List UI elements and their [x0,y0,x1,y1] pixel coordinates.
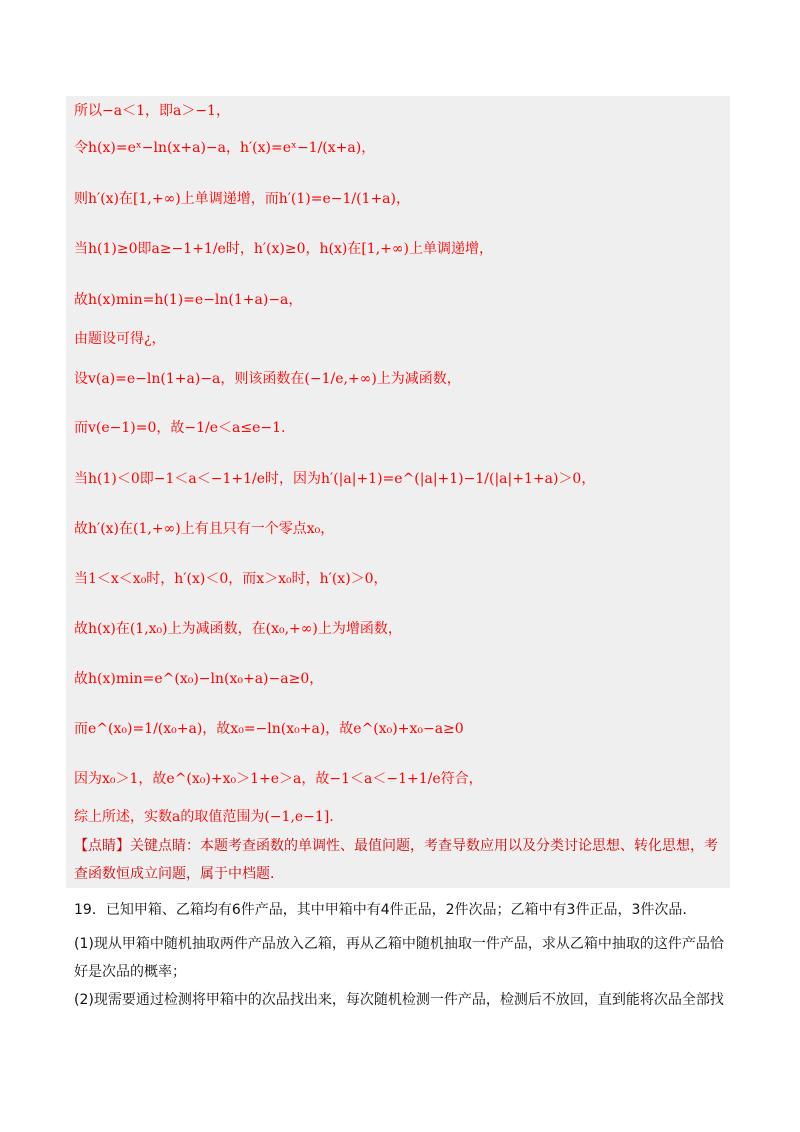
solution-line-6: 由题设可得¿， [74,331,166,347]
solution-line-3: 则h′(x)在[1,+∞)上单调递增，而h′(1)=e−1/(1+a)， [74,191,410,207]
solution-line-1: 所以−a＜1，即a＞−1， [74,103,230,119]
problem-part-2: (2)现需要通过检测将甲箱中的次品找出来，每次随机检测一件产品，检测后不放回，直到能将次品全部找 [74,992,724,1008]
solution-line-16: 综上所述，实数a的取值范围为(−1,e−1]. [74,809,334,825]
solution-line-12: 故h(x)在(1,x₀)上为减函数，在(x₀,+∞)上为增函数， [74,621,402,637]
solution-line-8: 而v(e−1)=0，故−1/e＜a≤e−1. [74,420,286,436]
solution-line-15: 因为x₀＞1，故e^(x₀)+x₀＞1+e＞a，故−1＜a＜−1+1/e符合， [74,771,483,787]
solution-line-11: 当1＜x＜x₀时，h′(x)＜0，而x＞x₀时，h′(x)＞0， [74,571,388,587]
solution-line-10: 故h′(x)在(1,+∞)上有且只有一个零点x₀， [74,521,335,537]
key-point-comment: 【点睛】关键点睛：本题考查函数的单调性、最值问题，考查导数应用以及分类讨论思想、转化思想，考查函数恒成立问题，属于中档题. [74,838,718,882]
solution-line-5: 故h(x)min=h(1)=e−ln(1+a)−a， [74,292,303,308]
solution-line-4: 当h(1)≥0即a≥−1+1/e时，h′(x)≥0，h(x)在[1,+∞)上单调递增， [74,241,494,257]
problem-part-1: (1)现从甲箱中随机抽取两件产品放入乙箱，再从乙箱中随机抽取一件产品，求从乙箱中抽取的这件产品恰好是次品的概率； [74,936,724,980]
solution-line-13: 故h(x)min=e^(x₀)−ln(x₀+a)−a≥0， [74,671,324,687]
solution-line-2: 令h(x)=eˣ−ln(x+a)−a，h′(x)=eˣ−1/(x+a)， [74,140,376,156]
solution-line-7: 设v(a)=e−ln(1+a)−a，则该函数在(−1/e,+∞)上为减函数， [74,371,461,387]
solution-line-14: 而e^(x₀)=1/(x₀+a)，故x₀=−ln(x₀+a)，故e^(x₀)+x₀−a≥0 [74,721,464,737]
solution-line-9: 当h(1)＜0即−1＜a＜−1+1/e时，因为h′(|a|+1)=e^(|a|+1)−1/(|a|+1+a)＞0， [74,471,596,487]
problem-stem: 19．已知甲箱、乙箱均有6件产品，其中甲箱中有4件正品，2件次品；乙箱中有3件正品，3件次品. [74,902,687,918]
